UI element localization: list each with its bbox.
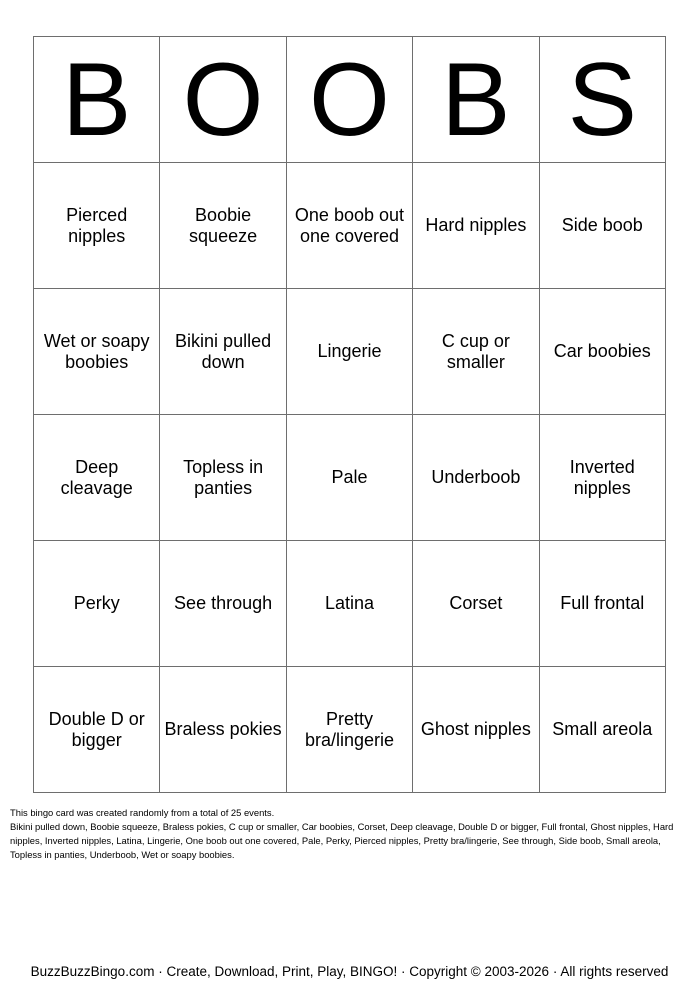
bingo-cell: Hard nipples	[413, 163, 539, 289]
bingo-cell: Pretty bra/lingerie	[286, 667, 412, 793]
bingo-cell: Corset	[413, 541, 539, 667]
bingo-cell: Lingerie	[286, 289, 412, 415]
bingo-cell: Topless in panties	[160, 415, 286, 541]
bingo-cell: Deep cleavage	[34, 415, 160, 541]
bingo-header-letter: S	[539, 37, 665, 163]
bingo-cell: Full frontal	[539, 541, 665, 667]
bingo-row	[34, 415, 666, 541]
bingo-card	[33, 36, 666, 793]
bingo-row	[34, 667, 666, 793]
bingo-cell: C cup or smaller	[413, 289, 539, 415]
bingo-cell: Car boobies	[539, 289, 665, 415]
bingo-header-letter: O	[286, 37, 412, 163]
bingo-header-letter: O	[160, 37, 286, 163]
bingo-row	[34, 289, 666, 415]
bingo-row	[34, 163, 666, 289]
bingo-header-letter: B	[413, 37, 539, 163]
bingo-cell: Side boob	[539, 163, 665, 289]
bingo-cell: See through	[160, 541, 286, 667]
bingo-row	[34, 541, 666, 667]
bingo-cell: Pale	[286, 415, 412, 541]
bingo-cell: Ghost nipples	[413, 667, 539, 793]
bingo-cell: One boob out one covered	[286, 163, 412, 289]
card-summary: This bingo card was created randomly from a total of 25 events.	[10, 807, 275, 818]
bingo-cell: Small areola	[539, 667, 665, 793]
bingo-cell: Perky	[34, 541, 160, 667]
bingo-cell: Boobie squeeze	[160, 163, 286, 289]
bingo-cell: Inverted nipples	[539, 415, 665, 541]
bingo-cell: Underboob	[413, 415, 539, 541]
bingo-cell: Double D or bigger	[34, 667, 160, 793]
bingo-cell: Pierced nipples	[34, 163, 160, 289]
bingo-header-letter: B	[34, 37, 160, 163]
bingo-header-row	[34, 37, 666, 163]
event-list: Bikini pulled down, Boobie squeeze, Braless pokies, C cup or smaller, Car boobies, Corset, Deep cleavage, Double D or bigger, Full frontal, Ghost nipples, Hard nipples, Inverted nipples, Latina, Lingerie, One boob out one covered, Pale, Perky, Pierced nipples, Pretty bra/lingerie, See through, Side boob, Small areola, Topless in panties, Underboob, Wet or soapy boobies.	[10, 821, 674, 860]
bingo-cell: Braless pokies	[160, 667, 286, 793]
card-info	[10, 806, 680, 862]
bingo-cell: Wet or soapy boobies	[34, 289, 160, 415]
page-footer: BuzzBuzzBingo.com · Create, Download, Print, Play, BINGO! · Copyright © 2003-2026 · All rights reserved	[30, 964, 669, 979]
bingo-cell: Latina	[286, 541, 412, 667]
bingo-cell: Bikini pulled down	[160, 289, 286, 415]
